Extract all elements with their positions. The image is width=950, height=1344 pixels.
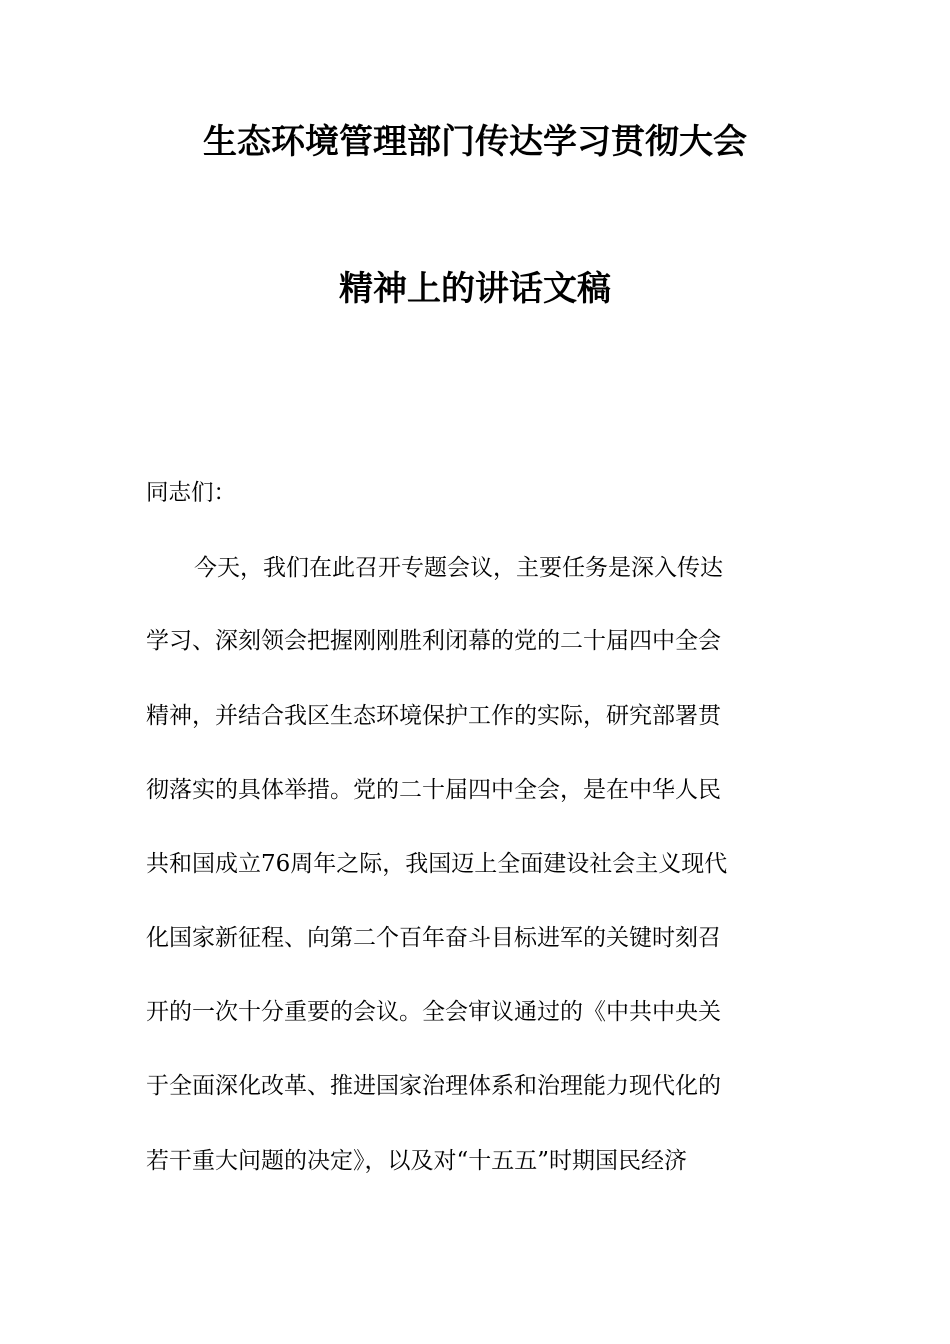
body-line-4: 彻落实的具体举措。党的二十届四中全会，是在中华人民 [146,777,721,803]
document-title-line-2: 精神上的讲话文稿 [339,269,611,309]
body-line-8: 于全面深化改革、推进国家治理体系和治理能力现代化的 [146,1073,721,1099]
body-line-6: 化国家新征程、向第二个百年奋斗目标进军的关键时刻召 [146,925,721,951]
body-line-5: 共和国成立76周年之际，我国迈上全面建设社会主义现代 [146,851,728,877]
body-line-7: 开的一次十分重要的会议。全会审议通过的《中共中央关 [146,999,721,1025]
body-line-1: 今天，我们在此召开专题会议，主要任务是深入传达 [194,555,723,581]
document-title-line-1: 生态环境管理部门传达学习贯彻大会 [203,122,747,162]
body-line-3: 精神，并结合我区生态环境保护工作的实际，研究部署贯 [146,703,721,729]
salutation: 同志们： [146,480,237,506]
body-line-9: 若干重大问题的决定》，以及对“十五五”时期国民经济 [146,1148,688,1174]
body-line-2: 学习、深刻领会把握刚刚胜利闭幕的党的二十届四中全会 [146,628,721,654]
